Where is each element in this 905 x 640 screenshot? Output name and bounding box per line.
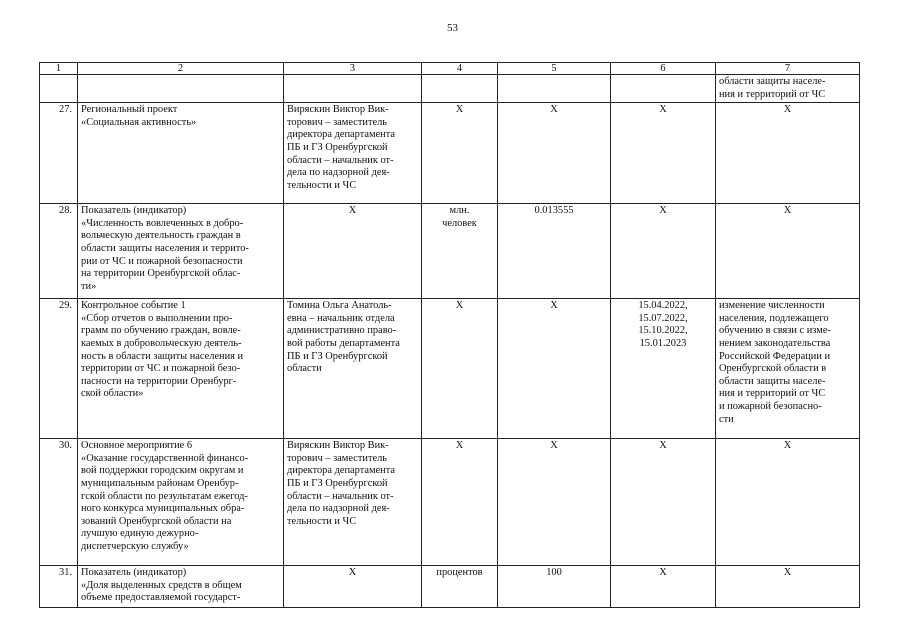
table-row (40, 204, 860, 299)
control-dates: X (611, 103, 716, 204)
table-row (40, 103, 860, 204)
carryover-note: области защиты населе- ния и территорий от ЧС (716, 75, 860, 103)
target-value: 100 (498, 566, 611, 608)
unit-of-measure: X (422, 299, 498, 439)
responsible-person: X (284, 204, 422, 299)
column-number: 2 (78, 63, 284, 75)
carryover-cell (611, 75, 716, 103)
column-number-row (40, 63, 860, 75)
carryover-cell (498, 75, 611, 103)
responsible-person: X (284, 566, 422, 608)
table-body (40, 103, 860, 608)
carryover-cell (284, 75, 422, 103)
column-number: 3 (284, 63, 422, 75)
target-value: X (498, 439, 611, 566)
column-number: 1 (40, 63, 78, 75)
column-number: 5 (498, 63, 611, 75)
measure-name: Показатель (индикатор) «Доля выделенных средств в общем объеме предоставляемой государст- (78, 566, 284, 608)
target-value: 0.013555 (498, 204, 611, 299)
row-number: 29. (40, 299, 78, 439)
carryover-row (40, 75, 860, 103)
control-dates: X (611, 566, 716, 608)
target-value: X (498, 103, 611, 204)
measure-name: Контрольное событие 1 «Сбор отчетов о выполнении про- грамм по обучению граждан, вовле- каемых в добровольческую деятель- ность в области защиты населения и территории от ЧС и пожарной безо- пасности на территории Оренбург- ской области» (78, 299, 284, 439)
measure-name: Региональный проект «Социальная активность» (78, 103, 284, 204)
page-number: 53 (447, 22, 458, 34)
responsible-person: Виряскин Виктор Вик- торович – заместитель директора департамента ПБ и ГЗ Оренбургской области – начальник от- дела по надзорной дея- тельности и ЧС (284, 439, 422, 566)
unit-of-measure: X (422, 103, 498, 204)
row-number: 31. (40, 566, 78, 608)
responsible-person: Томина Ольга Анатоль- евна – начальник отдела административно право- вой работы департамента ПБ и ГЗ Оренбургской области (284, 299, 422, 439)
note-text: X (716, 204, 860, 299)
unit-of-measure: процентов (422, 566, 498, 608)
row-number: 27. (40, 103, 78, 204)
control-dates: X (611, 439, 716, 566)
column-number: 7 (716, 63, 860, 75)
carryover-cell (40, 75, 78, 103)
note-text: X (716, 439, 860, 566)
unit-of-measure: млн. человек (422, 204, 498, 299)
column-number: 6 (611, 63, 716, 75)
control-dates: X (611, 204, 716, 299)
measure-name: Основное мероприятие 6 «Оказание государственной финансо- вой поддержки городским округам и муниципальным районам Оренбур- гской области по результатам ежегод- ного конкурса муниципальных обра- зований Оренбургской области на лучшую единую дежурно- диспетчерскую службу» (78, 439, 284, 566)
carryover-cell (78, 75, 284, 103)
note-text: изменение численности населения, подлежащего обучению в связи с изме- нением законодательства Российской Федерации и Оренбургской области в области защиты населе- ния и территорий от ЧС и пожарной безопасно- сти (716, 299, 860, 439)
target-value: X (498, 299, 611, 439)
responsible-person: Виряскин Виктор Вик- торович – заместитель директора департамента ПБ и ГЗ Оренбургской области – начальник от- дела по надзорной дея- тельности и ЧС (284, 103, 422, 204)
row-number: 30. (40, 439, 78, 566)
unit-of-measure: X (422, 439, 498, 566)
carryover-cell (422, 75, 498, 103)
column-number: 4 (422, 63, 498, 75)
measure-name: Показатель (индикатор) «Численность вовлеченных в добро- вольческую деятельность граждан в области защиты населения и террито- рии от ЧС и пожарной безопасности на территории Оренбургской облас- ти» (78, 204, 284, 299)
row-number: 28. (40, 204, 78, 299)
table-row (40, 299, 860, 439)
note-text: X (716, 566, 860, 608)
measures-table (39, 62, 860, 608)
note-text: X (716, 103, 860, 204)
table-row (40, 439, 860, 566)
table-row (40, 566, 860, 608)
control-dates: 15.04.2022, 15.07.2022, 15.10.2022, 15.01.2023 (611, 299, 716, 439)
